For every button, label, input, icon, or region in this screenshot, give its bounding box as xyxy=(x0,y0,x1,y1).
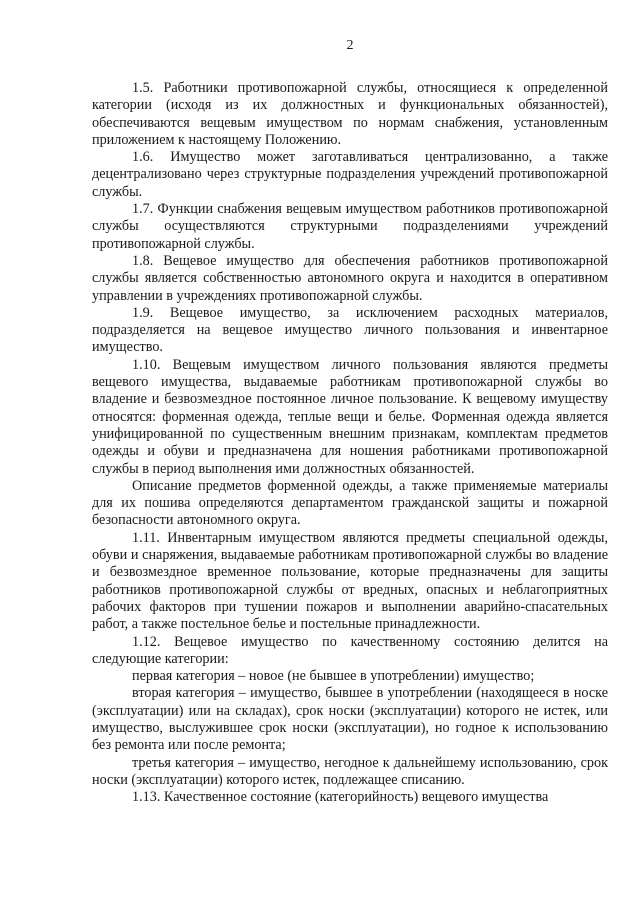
paragraph-1-9: 1.9. Вещевое имущество, за исключением расходных материалов, подразделяется на вещевое имущество личного пользования и инвентарное имущество. xyxy=(92,304,608,356)
paragraph-1-5: 1.5. Работники противопожарной службы, относящиеся к определенной категории (исходя из их должностных и функциональных обязанностей), обеспечиваются вещевым имуществом по нормам снабжения, установленным приложением к настоящему Положению. xyxy=(92,80,608,148)
document-body xyxy=(92,80,608,806)
paragraph-1-6: 1.6. Имущество может заготавливаться централизованно, а также децентрализовано через структурные подразделения учреждений противопожарной службы. xyxy=(92,149,608,200)
paragraph-1-7: 1.7. Функции снабжения вещевым имуществом работников противопожарной службы осуществляются структурными подразделениями учреждений противопожарной службы. xyxy=(92,201,608,252)
category-third: третья категория – имущество, негодное к дальнейшему использованию, срок носки (эксплуатации) которого истек, подлежащее списанию. xyxy=(92,754,608,788)
paragraph-1-8: 1.8. Вещевое имущество для обеспечения работников противопожарной службы является собственностью автономного округа и находится в оперативном управлении в учреждениях противопожарной службы. xyxy=(92,252,608,304)
paragraph-1-11: 1.11. Инвентарным имуществом являются предметы специальной одежды, обуви и снаряжения, выдаваемые работникам противопожарной службы во владение и безвозмездное временное пользование, которые предназначены для защиты работников противопожарной службы от вредных, опасных и неблагоприятных рабочих факторов при тушении пожаров и выполнении аварийно-спасательных работ, а также постельное белье и постельные принадлежности. xyxy=(92,529,608,633)
page-number: 2 xyxy=(346,38,354,53)
paragraph-uniform-description: Описание предметов форменной одежды, а также применяемые материалы для их пошива определяются департаментом гражданской защиты и пожарной безопасности автономного округа. xyxy=(92,477,608,529)
paragraph-1-10: 1.10. Вещевым имуществом личного пользования являются предметы вещевого имущества, выдаваемые работникам противопожарной службы во владение и безвозмездное постоянное личное пользование. К вещевому имуществу относятся: форменная одежда, теплые вещи и белье. Форменная одежда является унифицированной по существенным внешним признакам, комплектам предметов одежды и обуви и предназначена для ношения работниками противопожарной службы в период выполнения ими должностных обязанностей. xyxy=(92,356,608,477)
category-second: вторая категория – имущество, бывшее в употреблении (находящееся в носке (эксплуатации) или на складах), срок носки (эксплуатации) которого не истек, или имущество, выслужившее срок носки (эксплуатации), но годное к использованию без ремонта или после ремонта; xyxy=(92,685,608,754)
paragraph-1-12: 1.12. Вещевое имущество по качественному состоянию делится на следующие категории: xyxy=(92,633,608,667)
category-first: первая категория – новое (не бывшее в употреблении) имущество; xyxy=(132,668,535,685)
paragraph-1-13: 1.13. Качественное состояние (категорийность) вещевого имущества xyxy=(132,789,549,806)
